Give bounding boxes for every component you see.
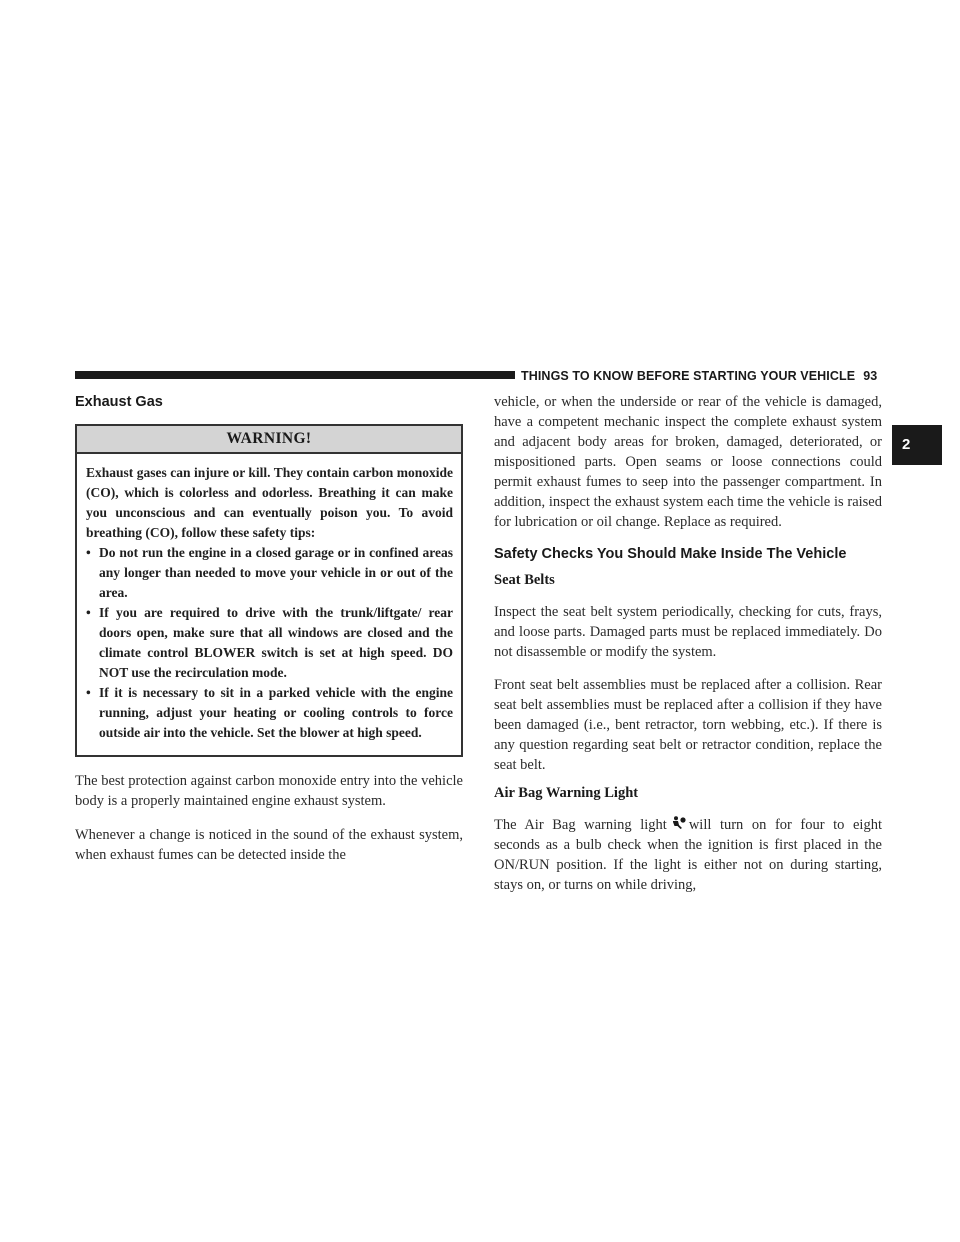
paragraph-exhaust-continued: vehicle, or when the underside or rear of the vehicle is damaged, have a competent mechanic inspect the complete exhaust system and adjacent body areas for broken, damaged, deteriorated, or mispositioned parts. Open seams or loose connections could permit exhaust fumes to seep into the passenger compartment. In addition, inspect the exhaust system each time the vehicle is raised for lubrication or oil change. Replace as required. — [494, 394, 882, 530]
warning-bullet-text: If you are required to drive with the trunk/liftgate/ rear doors open, make sure that all windows are closed and the climate control BLOWER switch is set at high speed. DO NOT use the recirculation mode. — [99, 605, 453, 680]
bullet-dot-icon: • — [86, 605, 91, 620]
bullet-dot-icon: • — [86, 685, 91, 700]
warning-bullet-text: Do not run the engine in a closed garage or in confined areas any longer than needed to move your vehicle in or out of the area. — [99, 545, 453, 600]
warning-intro: Exhaust gases can injure or kill. They contain carbon monoxide (CO), which is colorless and odorless. Breathing it can make you unconscious and can eventually poison you. To avoid breathing (CO), follow these safety tips: — [86, 465, 453, 540]
airbag-text-after: will turn on for four to eight seconds as a bulb check when the ignition is first placed in the ON/RUN position. If the light is either not on during starting, stays on, or turns on while driving, — [494, 817, 882, 893]
running-header — [521, 368, 881, 384]
section-heading-exhaust-gas: Exhaust Gas — [75, 394, 163, 410]
airbag-text-before: The Air Bag warning light — [494, 817, 667, 833]
page-number: 93 — [863, 369, 878, 383]
right-column — [494, 392, 882, 895]
airbag-warning-icon — [670, 816, 686, 830]
paragraph-seat-belt-replace: Front seat belt assemblies must be replaced after a collision. Rear seat belt assemblies must be replaced after a collision if they have been damaged (i.e., bent retractor, torn webbing, etc.). If there is any question regarding seat belt or retractor condition, replace the seat belt. — [494, 677, 882, 773]
paragraph-exhaust-change: Whenever a change is noticed in the sound of the exhaust system, when exhaust fumes can be detected inside the — [75, 827, 463, 863]
chapter-tab: 2 — [892, 425, 942, 465]
warning-bullet-text: If it is necessary to sit in a parked vehicle with the engine running, adjust your heating or cooling controls to force outside air into the vehicle. Set the blower at high speed. — [99, 685, 453, 740]
header-title: THINGS TO KNOW BEFORE STARTING YOUR VEHICLE — [521, 369, 856, 383]
warning-bullet — [86, 603, 453, 683]
warning-body — [77, 454, 461, 755]
paragraph-co-protection: The best protection against carbon monoxide entry into the vehicle body is a properly maintained engine exhaust system. — [75, 773, 463, 809]
warning-bullet — [86, 543, 453, 603]
header-rule — [75, 371, 515, 379]
warning-bullet-list — [86, 543, 453, 743]
subheading-air-bag-warning-light: Air Bag Warning Light — [494, 785, 639, 801]
paragraph-seat-belt-inspect: Inspect the seat belt system periodically, checking for cuts, frays, and loose parts. Damaged parts must be replaced immediately. Do not disassemble or modify the system. — [494, 604, 882, 660]
bullet-dot-icon: • — [86, 545, 91, 560]
warning-title: WARNING! — [77, 426, 461, 454]
left-column — [75, 392, 463, 865]
warning-bullet — [86, 683, 453, 743]
paragraph-air-bag-light — [494, 815, 882, 895]
warning-box — [75, 424, 463, 757]
section-heading-safety-checks: Safety Checks You Should Make Inside The Vehicle — [494, 546, 847, 562]
subheading-seat-belts: Seat Belts — [494, 572, 555, 588]
